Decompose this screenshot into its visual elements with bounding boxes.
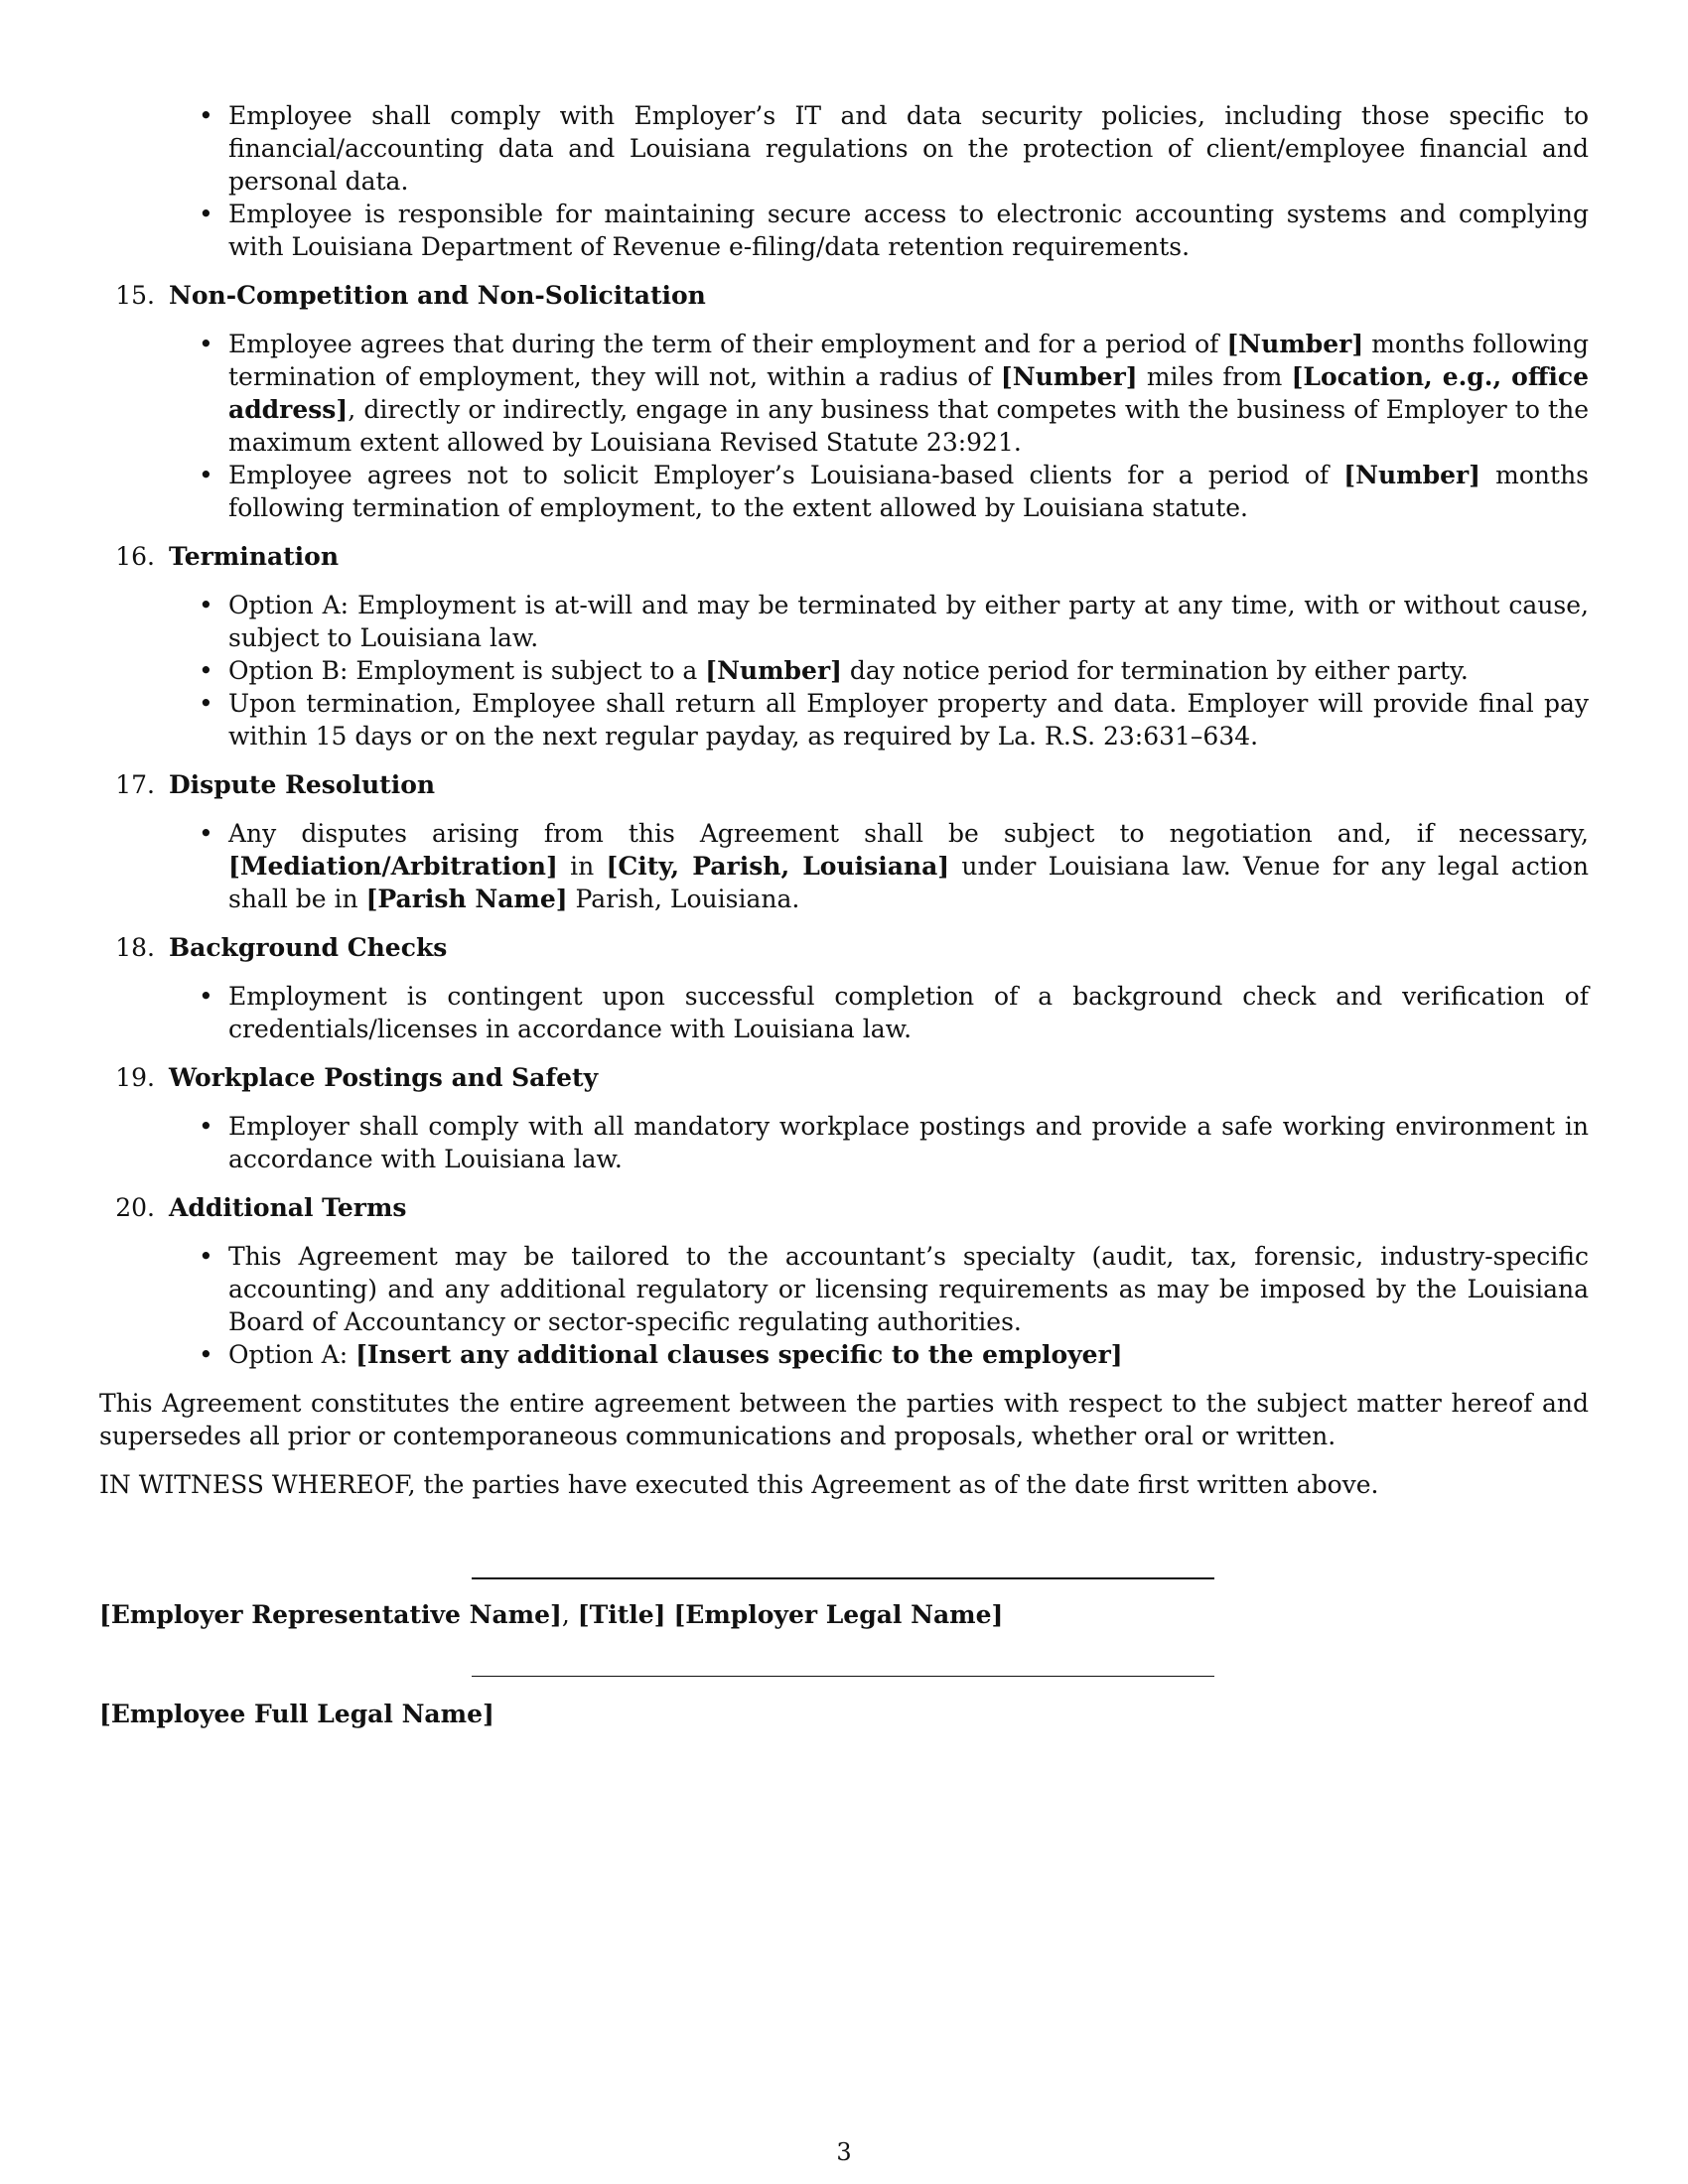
bullet-text: This Agreement may be tailored to the accountant’s specialty (audit, tax, forensic, industry-specific accounting) and any additional regulatory or licensing requirements as may be imposed by the Louisiana Board of Accountancy or sector-specific regulating authorities.: [228, 1242, 1589, 1336]
list-item: [99, 198, 1589, 263]
list-item: [99, 99, 1589, 198]
list-item: [99, 1110, 1589, 1175]
section-number: 15.: [115, 281, 155, 310]
section-number: 16.: [115, 542, 155, 571]
section-heading: [99, 279, 1589, 312]
placeholder-field: [Number]: [705, 656, 842, 685]
bullet-text: under Louisiana law. Venue for any legal action shall be in: [228, 852, 1590, 913]
section-number: 20.: [115, 1193, 155, 1222]
list-item: [99, 654, 1589, 687]
section-number: 19.: [115, 1063, 155, 1092]
bullet-list: [99, 589, 1589, 752]
witness-paragraph: IN WITNESS WHEREOF, the parties have executed this Agreement as of the date first written above.: [99, 1470, 1379, 1499]
bullet-list: [99, 328, 1589, 524]
bullet-text: months following termination of employment, they will not, within a radius of: [228, 330, 1589, 391]
placeholder-field: [Number]: [1226, 330, 1364, 358]
bullet-text: Employee shall comply with Employer’s IT and data security policies, including those specific to financial/accounting data and Louisiana regulations on the protection of client/employee financial and personal data.: [228, 101, 1589, 196]
placeholder-field: [Employer Legal Name]: [673, 1600, 1004, 1629]
section-heading: [99, 768, 1589, 801]
section-title: Workplace Postings and Safety: [169, 1063, 599, 1092]
bullet-text: Any disputes arising from this Agreement shall be subject to negotiation and, if necessary,: [228, 819, 1589, 848]
placeholder-field: [Title]: [577, 1600, 666, 1629]
list-item: [99, 589, 1589, 654]
bullet-text: Employee agrees that during the term of their employment and for a period of: [228, 330, 1227, 358]
bullet-list: [99, 1110, 1589, 1175]
entire-agreement-paragraph: This Agreement constitutes the entire agreement between the parties with respect to the subject matter hereof and supersedes all prior or contemporaneous communications and proposals, whether oral or written.: [99, 1389, 1589, 1450]
placeholder-field: [Mediation/Arbitration]: [228, 852, 558, 881]
bullet-text: Option B: Employment is subject to a: [228, 656, 706, 685]
section-heading: [99, 540, 1589, 573]
list-item: [99, 328, 1589, 459]
document-page: [99, 99, 1589, 1501]
section-title: Non-Competition and Non-Solicitation: [169, 281, 706, 310]
bullet-text: Employee is responsible for maintaining secure access to electronic accounting systems and complying with Louisiana Department of Revenue e-filing/data retention requirements.: [228, 200, 1589, 261]
section-20: [99, 1191, 1589, 1371]
section-title: Additional Terms: [169, 1193, 407, 1222]
section-heading: [99, 1191, 1589, 1224]
list-item: [99, 1338, 1589, 1371]
employer-signature-name: [99, 1600, 1003, 1629]
placeholder-field: [Employer Representative Name]: [99, 1600, 562, 1629]
page-number: 3: [836, 2138, 852, 2166]
bullet-text: Employment is contingent upon successful completion of a background check and verification of credentials/licenses in accordance with Louisiana law.: [228, 982, 1589, 1043]
section-15: [99, 279, 1589, 524]
section-number: 17.: [115, 770, 155, 799]
bullet-text: Option A: Employment is at-will and may be terminated by either party at any time, with or without cause, subject to Louisiana law.: [228, 591, 1589, 652]
placeholder-field: [Parish Name]: [365, 885, 568, 913]
bullet-text: , directly or indirectly, engage in any business that competes with the business of Employer to the maximum extent allowed by Louisiana Revised Statute 23:921.: [228, 395, 1589, 457]
section-title: Termination: [169, 542, 340, 571]
signature-separator: ,: [561, 1600, 578, 1629]
section-heading: [99, 931, 1589, 964]
section-title: Background Checks: [169, 933, 448, 962]
section-number: 18.: [115, 933, 155, 962]
bullet-text: months following termination of employment, to the extent allowed by Louisiana statute.: [228, 461, 1589, 522]
bullet-list: [99, 817, 1589, 915]
section-heading: [99, 1061, 1589, 1094]
placeholder-field: [Location, e.g., office address]: [228, 362, 1590, 424]
bullet-text: Option A:: [228, 1340, 356, 1369]
bullet-text: day notice period for termination by either party.: [841, 656, 1469, 685]
bullet-text: Employee agrees not to solicit Employer’s Louisiana-based clients for a period of: [228, 461, 1344, 489]
section-17: [99, 768, 1589, 915]
list-item: [99, 817, 1589, 915]
bullet-text: Employer shall comply with all mandatory workplace postings and provide a safe working environment in accordance with Louisiana law.: [228, 1112, 1589, 1173]
placeholder-field: [Employee Full Legal Name]: [99, 1700, 494, 1728]
section-title: Dispute Resolution: [169, 770, 436, 799]
placeholder-field: [Number]: [1343, 461, 1480, 489]
placeholder-field: [City, Parish, Louisiana]: [606, 852, 950, 881]
employee-signature-line: [472, 1676, 1214, 1677]
list-item: [99, 980, 1589, 1045]
section-18: [99, 931, 1589, 1045]
employee-signature-name: [99, 1700, 494, 1728]
placeholder-field: [Number]: [1000, 362, 1138, 391]
intro-bullet-list: [99, 99, 1589, 263]
bullet-text: in: [557, 852, 607, 881]
section-19: [99, 1061, 1589, 1175]
bullet-text: Parish, Louisiana.: [567, 885, 800, 913]
list-item: [99, 1240, 1589, 1338]
bullet-text: Upon termination, Employee shall return all Employer property and data. Employer will provide final pay within 15 days or on the next regular payday, as required by La. R.S. 23:631–634.: [228, 689, 1589, 751]
bullet-list: [99, 980, 1589, 1045]
list-item: [99, 687, 1589, 752]
section-16: [99, 540, 1589, 752]
employer-signature-line: [472, 1577, 1214, 1579]
list-item: [99, 459, 1589, 524]
bullet-list: [99, 1240, 1589, 1371]
placeholder-field: [Insert any additional clauses specific to the employer]: [355, 1340, 1123, 1369]
bullet-text: miles from: [1137, 362, 1292, 391]
